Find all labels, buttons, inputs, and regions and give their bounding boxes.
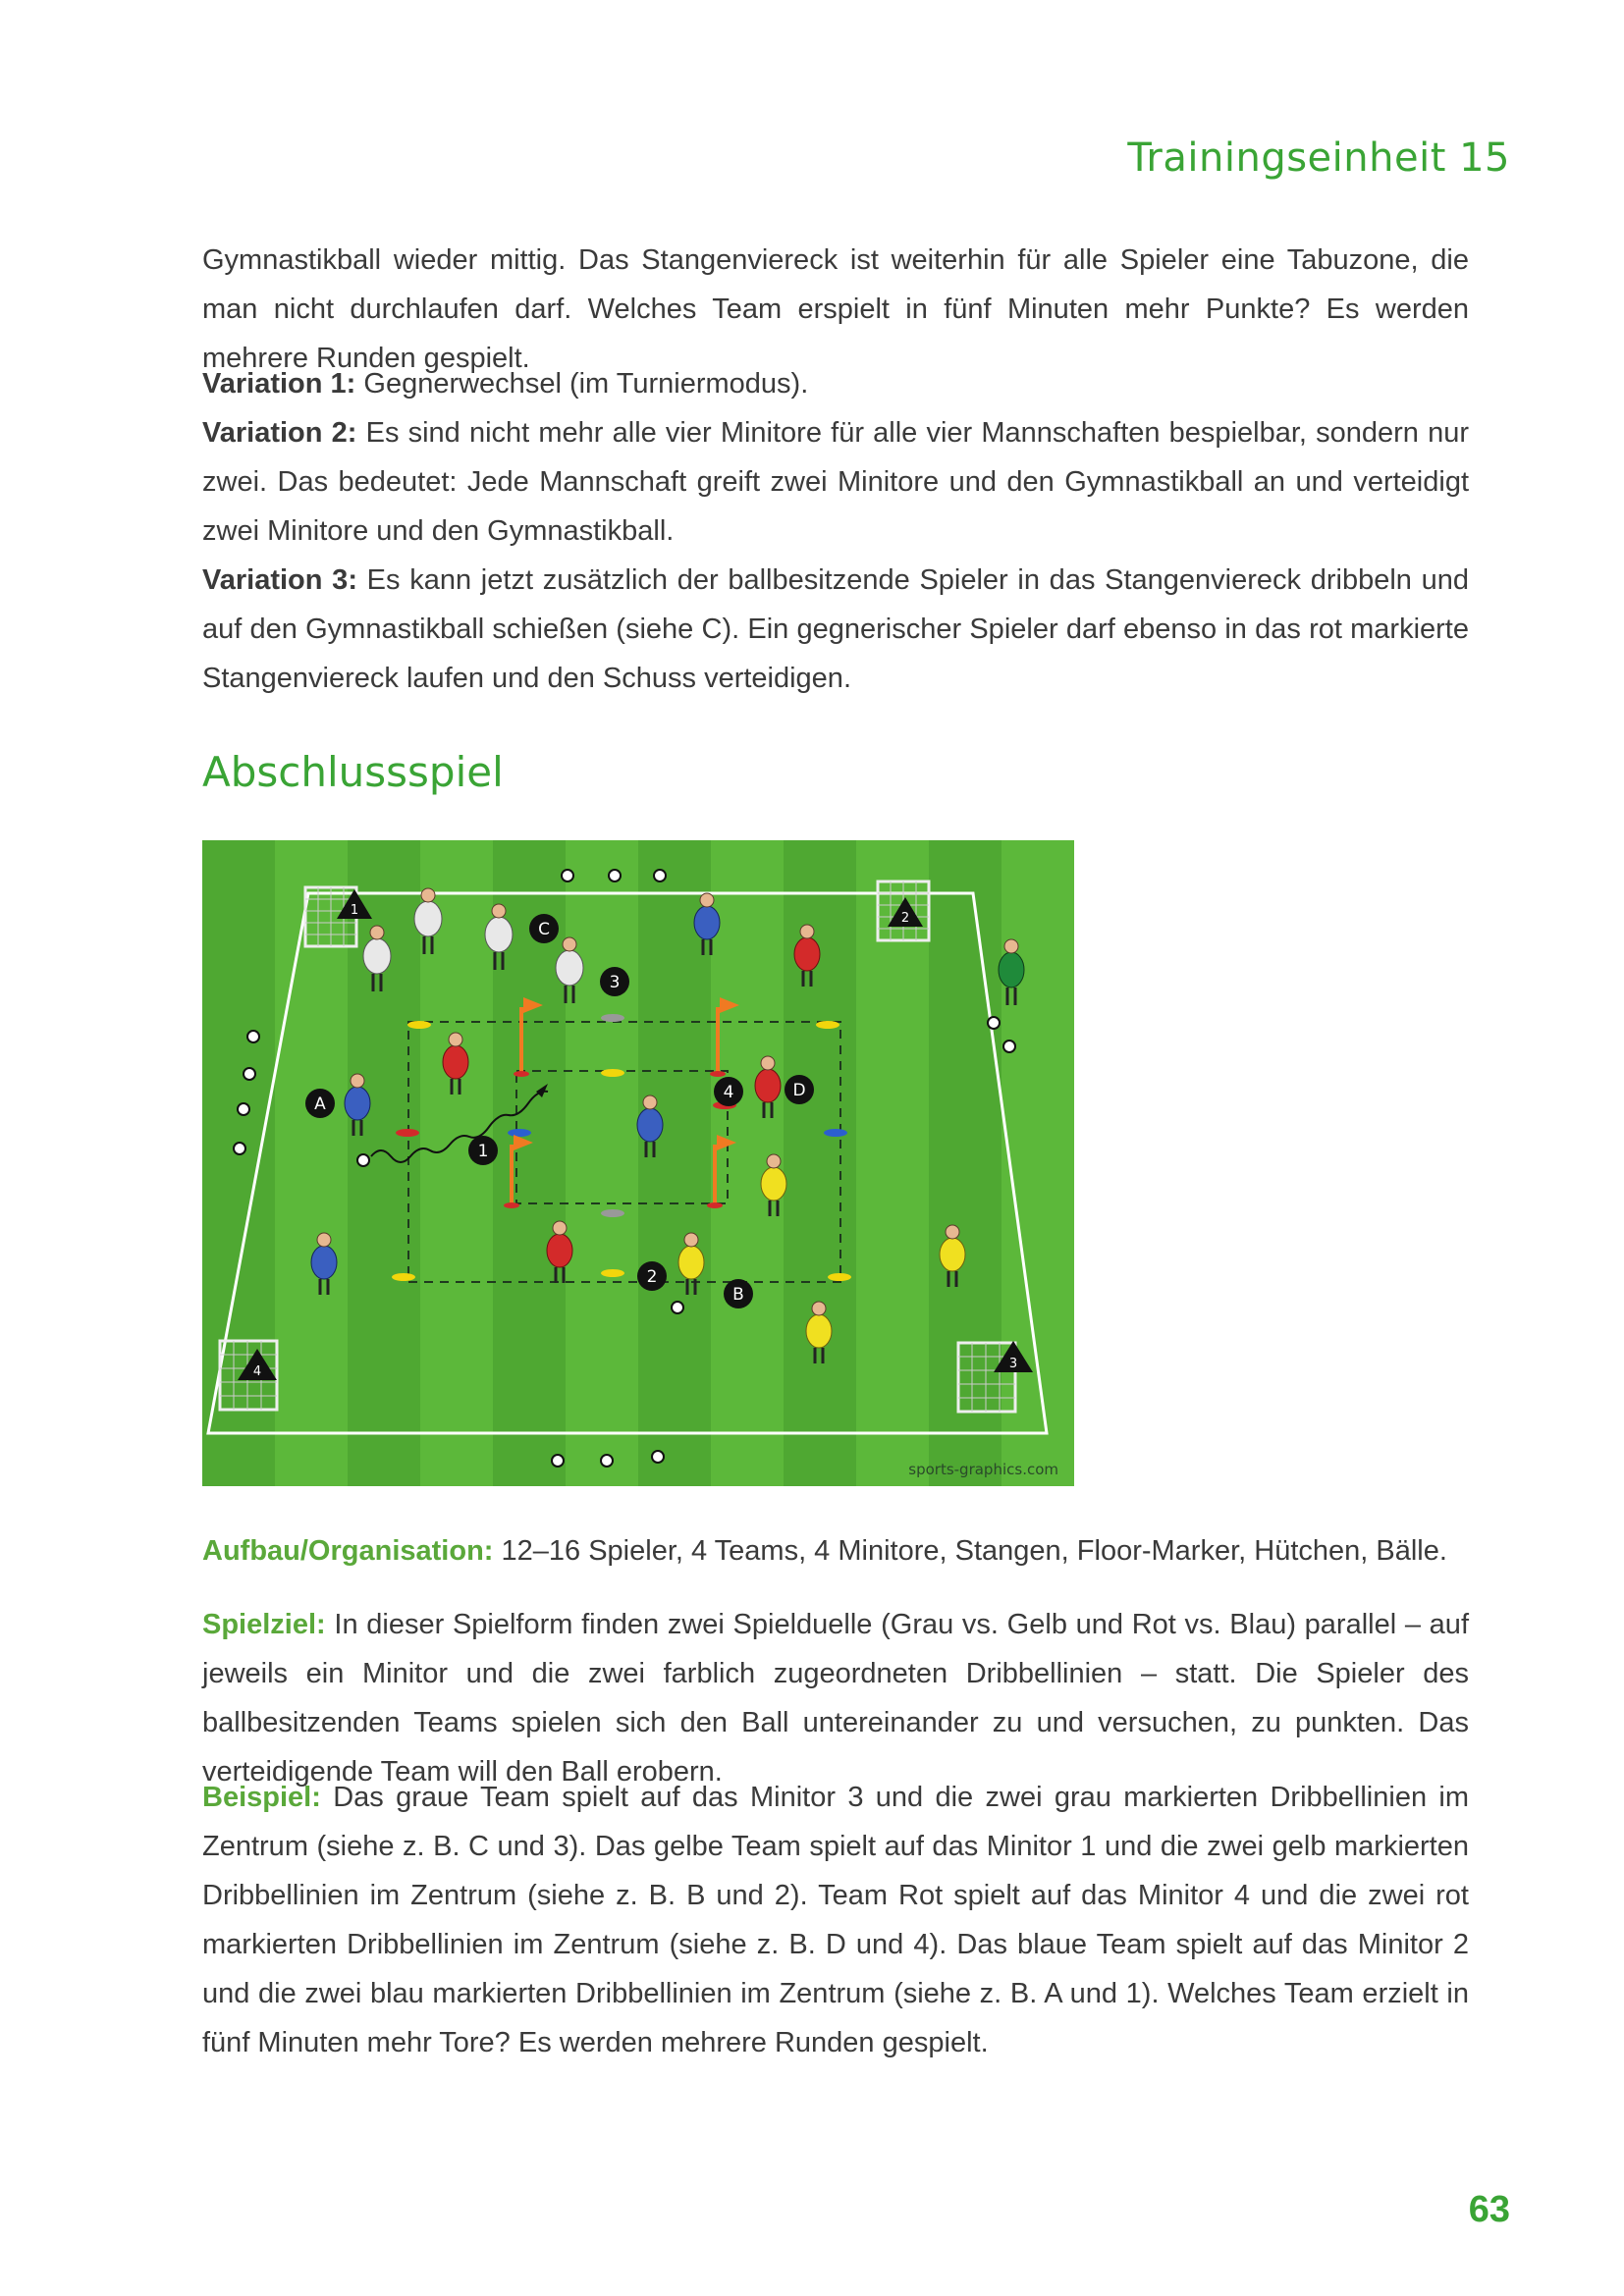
variation-1 bbox=[202, 359, 1469, 408]
variation-3-label: Variation 3: bbox=[202, 564, 357, 596]
svg-text:1: 1 bbox=[477, 1142, 489, 1161]
page-header-title: Trainingseinheit 15 bbox=[1127, 135, 1510, 181]
marker-B bbox=[724, 1279, 753, 1308]
variation-1-text: Gegnerwechsel (im Turniermodus). bbox=[355, 368, 809, 400]
marker-2 bbox=[637, 1261, 667, 1291]
aufbau-paragraph bbox=[202, 1526, 1469, 1575]
variations-block bbox=[202, 359, 1469, 703]
section-title: Abschlussspiel bbox=[202, 748, 504, 796]
intro-paragraph: Gymnastikball wieder mittig. Das Stangenviereck ist weiterhin für alle Spieler eine Tabuzone, die man nicht durchlaufen darf. Welches Team erspielt in fünf Minuten mehr Punkte? Es werden mehrere Runden gespielt. bbox=[202, 244, 1469, 374]
beispiel-block bbox=[202, 1773, 1469, 2067]
marker-A bbox=[305, 1089, 335, 1118]
beispiel-paragraph bbox=[202, 1773, 1469, 2067]
beispiel-label: Beispiel: bbox=[202, 1782, 321, 1813]
variation-3-text: Es kann jetzt zusätzlich der ballbesitzende Spieler in das Stangenviereck dribbeln und auf den Gymnastikball schießen (siehe C). Ein gegnerischer Spieler darf ebenso in das rot markierte Stangenviereck laufen und den Schuss verteidigen. bbox=[202, 564, 1470, 694]
page-number: 63 bbox=[1468, 2189, 1510, 2230]
marker-C bbox=[529, 914, 559, 943]
aufbau-block bbox=[202, 1526, 1469, 1575]
variation-2-label: Variation 2: bbox=[202, 417, 357, 449]
aufbau-text: 12–16 Spieler, 4 Teams, 4 Minitore, Stangen, Floor-Marker, Hütchen, Bälle. bbox=[493, 1535, 1447, 1567]
svg-text:B: B bbox=[732, 1285, 744, 1305]
svg-text:3: 3 bbox=[609, 973, 621, 992]
svg-text:4: 4 bbox=[252, 1364, 262, 1379]
svg-text:1: 1 bbox=[350, 903, 359, 918]
variation-3 bbox=[202, 556, 1469, 703]
svg-text:D: D bbox=[792, 1081, 806, 1100]
marker-D bbox=[785, 1075, 814, 1104]
spielziel-paragraph bbox=[202, 1600, 1469, 1796]
figure-credit: sports-graphics.com bbox=[908, 1461, 1058, 1478]
spielziel-block bbox=[202, 1600, 1469, 1796]
spielziel-label: Spielziel: bbox=[202, 1609, 326, 1640]
marker-3 bbox=[600, 967, 629, 996]
svg-text:C: C bbox=[538, 920, 550, 939]
training-field-diagram bbox=[202, 840, 1074, 1486]
svg-text:3: 3 bbox=[1008, 1357, 1018, 1371]
marker-4 bbox=[714, 1077, 743, 1106]
svg-text:A: A bbox=[314, 1095, 326, 1114]
svg-text:4: 4 bbox=[723, 1083, 734, 1102]
variation-2 bbox=[202, 408, 1469, 556]
variation-2-text: Es sind nicht mehr alle vier Minitore für alle vier Mannschaften bespielbar, sondern nur zwei. Das bedeutet: Jede Mannschaft greift zwei Minitore und den Gymnastikball an und verteidigt zwei Minitore und den Gymnastikball. bbox=[202, 417, 1469, 547]
svg-text:2: 2 bbox=[900, 911, 910, 926]
marker-1 bbox=[468, 1136, 498, 1165]
aufbau-label: Aufbau/Organisation: bbox=[202, 1535, 494, 1567]
variation-1-label: Variation 1: bbox=[202, 368, 356, 400]
svg-text:2: 2 bbox=[646, 1267, 658, 1287]
beispiel-text: Das graue Team spielt auf das Minitor 3 und die zwei grau markierten Dribbellinien im Zentrum (siehe z. B. C und 3). Das gelbe Team spielt auf das Minitor 1 und die zwei gelb markierten Dribbellinien im Zentrum (siehe z. B. B und 2). Team Rot spielt auf das Minitor 4 und die zwei rot markierten Dribbellinien im Zentrum (siehe z. B. D und 4). Das blaue Team spielt auf das Minitor 2 und die zwei blau markierten Dribbellinien im Zentrum (siehe z. B. A und 1). Welches Team erzielt in fünf Minuten mehr Tore? Es werden mehrere Runden gespielt. bbox=[202, 1782, 1469, 2058]
spielziel-text: In dieser Spielform finden zwei Spielduelle (Grau vs. Gelb und Rot vs. Blau) parallel – auf jeweils ein Minitor und die zwei farblich zugeordneten Dribbellinien – statt. Die Spieler des ballbesitzenden Teams spielen sich den Ball untereinander zu und versuchen, zu punkten. Das verteidigende Team will den Ball erobern. bbox=[202, 1609, 1469, 1788]
